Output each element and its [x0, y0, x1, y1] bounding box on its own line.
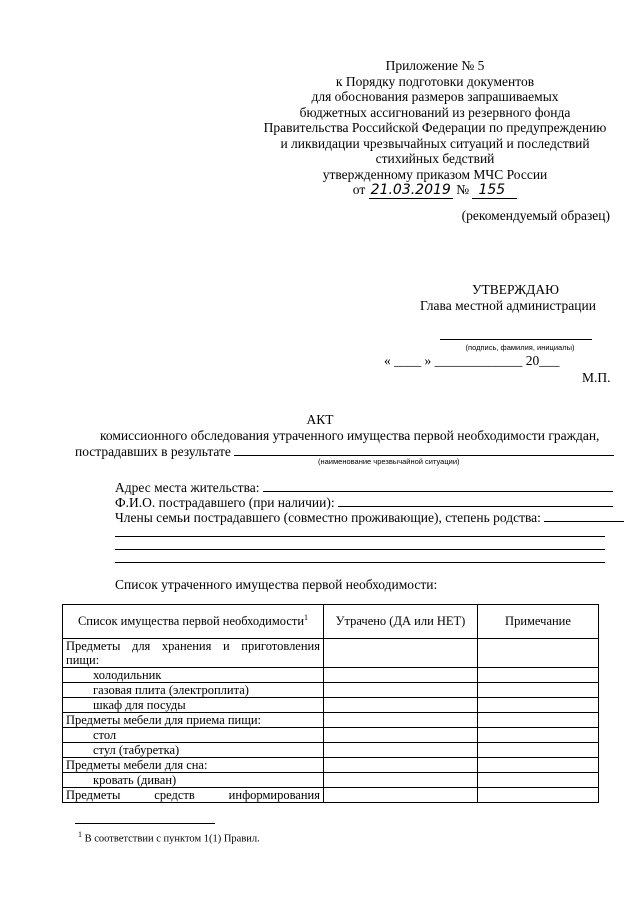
- row-label: Предметы мебели для приема пищи:: [63, 713, 324, 728]
- row-note: [478, 773, 599, 788]
- address-label: Адрес места жительства:: [115, 480, 260, 495]
- row-lost: [324, 773, 478, 788]
- family-blank: [544, 510, 624, 522]
- row-lost: [324, 639, 478, 668]
- result-blank: [234, 444, 614, 456]
- table-row: [63, 773, 599, 788]
- row-label: холодильник: [63, 668, 324, 683]
- row-lost: [324, 758, 478, 773]
- row-lost: [324, 698, 478, 713]
- name-label: Ф.И.О. пострадавшего (при наличии):: [115, 495, 335, 510]
- act-subtitle: комиссионного обследования утраченного имущества первой необходимости граждан,: [100, 428, 600, 443]
- row-lost: [324, 743, 478, 758]
- address-blank: [263, 480, 613, 492]
- blank-line: [115, 562, 605, 563]
- blank-line: [115, 549, 605, 550]
- table-row: [63, 713, 599, 728]
- stamp-place: М.П.: [582, 370, 611, 385]
- property-table: [62, 604, 599, 803]
- name-field: [115, 495, 613, 511]
- signature-line: [440, 339, 592, 340]
- table-header-row: [63, 605, 599, 639]
- annex-header: [250, 58, 620, 199]
- annex-line: Приложение № 5: [385, 58, 485, 73]
- row-note: [478, 758, 599, 773]
- annex-line: и ликвидации чрезвычайных ситуаций и последствий: [280, 135, 590, 151]
- table-row: [63, 639, 599, 668]
- family-field: [115, 510, 624, 526]
- table-row: [63, 758, 599, 773]
- address-field: [115, 480, 613, 496]
- row-lost: [324, 668, 478, 683]
- annex-line: стихийных бедствий: [375, 151, 495, 166]
- annex-line: Правительства Российской Федерации по предупреждению: [263, 120, 607, 135]
- approval-title: УТВЕРЖДАЮ: [472, 282, 560, 297]
- footnote: [78, 830, 260, 845]
- row-label: Предметы средств информирования: [63, 788, 324, 803]
- handwritten-date: 21.03.2019: [370, 182, 451, 198]
- number-prefix: №: [456, 182, 470, 197]
- row-note: [478, 728, 599, 743]
- result-caption: (наименование чрезвычайной ситуации): [318, 457, 460, 466]
- date-prefix: от: [352, 182, 366, 197]
- annex-line: утвержденному приказом МЧС России: [322, 166, 548, 182]
- row-lost: [324, 788, 478, 803]
- table-row: [63, 698, 599, 713]
- act-title: АКТ: [306, 412, 334, 427]
- row-label: шкаф для посуды: [63, 698, 324, 713]
- approval-position: Глава местной администрации: [420, 298, 596, 313]
- row-note: [478, 698, 599, 713]
- header-note: Примечание: [478, 605, 599, 639]
- handwritten-number: 155: [472, 182, 517, 199]
- row-note: [478, 713, 599, 728]
- recommended-sample-note: (рекомендуемый образец): [461, 208, 610, 223]
- row-label: стол: [63, 728, 324, 743]
- approval-date: « ____ » _____________ 20___: [384, 353, 560, 368]
- annex-line: для обоснования размеров запрашиваемых: [311, 89, 559, 104]
- row-label: газовая плита (электроплита): [63, 683, 324, 698]
- table-row: [63, 743, 599, 758]
- annex-line: к Порядку подготовки документов: [335, 73, 535, 89]
- list-title: Список утраченного имущества первой необходимости:: [115, 577, 438, 592]
- row-label: Предметы мебели для сна:: [63, 758, 324, 773]
- annex-date-line: [250, 182, 620, 199]
- header-lost: Утрачено (ДА или НЕТ): [324, 605, 478, 639]
- footnote-mark: 1: [78, 830, 82, 839]
- table-row: [63, 728, 599, 743]
- row-label: стул (табуретка): [63, 743, 324, 758]
- signature-caption: (подпись, фамилия, инициалы): [465, 343, 575, 352]
- row-lost: [324, 683, 478, 698]
- row-note: [478, 788, 599, 803]
- row-note: [478, 668, 599, 683]
- approval-block: [420, 282, 620, 314]
- row-lost: [324, 713, 478, 728]
- row-note: [478, 639, 599, 668]
- header-items: Список имущества первой необходимости$^1$: [63, 605, 324, 639]
- row-label: кровать (диван): [63, 773, 324, 788]
- table-row: [63, 788, 599, 803]
- footnote-text: В соответствии с пунктом 1(1) Правил.: [84, 833, 260, 845]
- footnote-mark: 1: [304, 613, 309, 623]
- table-row: [63, 683, 599, 698]
- row-label: Предметы для хранения и приготовления пищи:: [63, 639, 324, 668]
- name-blank: [338, 495, 613, 507]
- result-prefix: пострадавших в результате: [75, 444, 231, 459]
- row-note: [478, 683, 599, 698]
- annex-line: бюджетных ассигнований из резервного фонда: [299, 104, 571, 120]
- blank-line: [115, 536, 605, 537]
- table-row: [63, 668, 599, 683]
- row-lost: [324, 728, 478, 743]
- family-label: Члены семьи пострадавшего (совместно проживающие), степень родства:: [115, 510, 541, 525]
- footnote-separator: [75, 823, 215, 824]
- row-note: [478, 743, 599, 758]
